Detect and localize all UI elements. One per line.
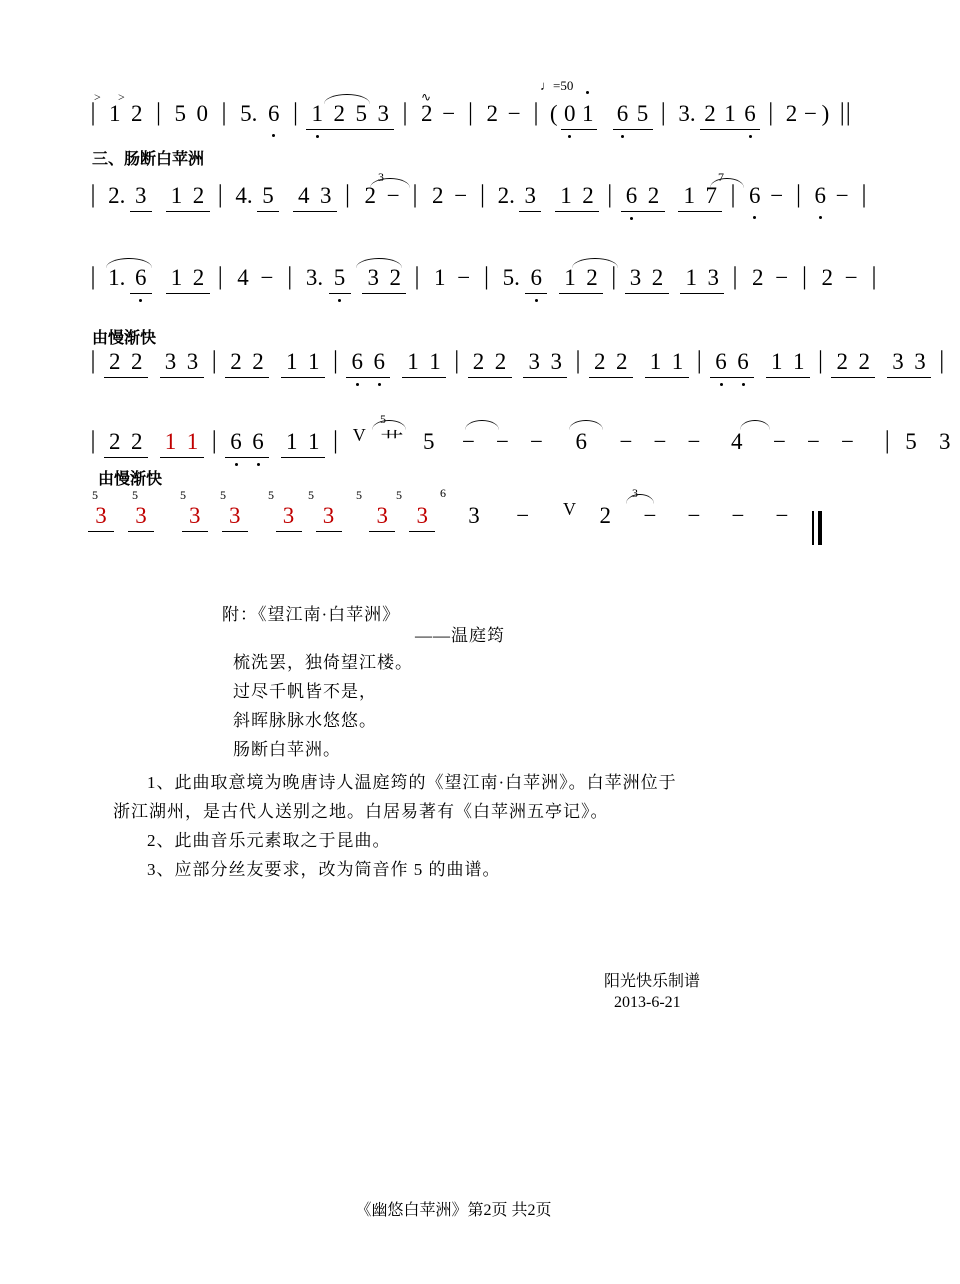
- staff-line-2-notes: | 2. 3 1 2 | 4. 5 4 3 | 2 − | 2 − | 2. 3 1 2 | 6 2 1 7 | 6 − | 6 − |: [88, 182, 820, 212]
- note-line-1: 1、此曲取意境为晚唐诗人温庭筠的《望江南·白苹洲》。白苹洲位于: [147, 773, 677, 792]
- staff-line-4-notes: | 2 2 3 3 | 2 2 1 1 | 6 6 1 1 | 2 2 3 3 | 2 2 1 1 | 6 6 1 1 | 2 2 3 3 |: [88, 348, 820, 378]
- staff-line-3-notes: | 1. 6 1 2 | 4 − | 3. 5 3 2 | 1 − | 5. 6 1 2 | 3 2 1 3 | 2 − | 2 − |: [88, 264, 820, 294]
- staff-line-5-notes: | 2 2 1 1 | 6 6 1 1 | V 艹 5 − − − 6 − − − 4 − − − | 5 3: [88, 428, 820, 458]
- appendix-line-1: 梳洗罢，独倚望江楼。: [233, 653, 413, 672]
- staff-line-5: | 2 2 1 1 | 6 6 1 1 | V 艹 5 − − − 6 − − − 4 − − − | 5 3 5: [88, 418, 820, 474]
- signature-date: 2013-6-21: [614, 994, 681, 1011]
- staff-line-2: | 2. 3 1 2 | 4. 5 4 3 | 2 − | 2 − | 2. 3 1 2 | 6 2 1 7 | 6 − | 6 − | 3 7: [88, 172, 820, 228]
- appendix-title: 附：《望江南·白苹洲》: [222, 605, 401, 624]
- page-footer: 《幽悠白苹洲》第2页 共2页: [355, 1202, 552, 1219]
- tempo-note-1: 由慢渐快: [92, 330, 157, 347]
- staff-line-6: 3 3 3 3 3 3 3 3 3 − V 2 − − − − 5 5 5 5 5 5 5 5 6 3: [88, 492, 820, 548]
- staff-line-1: | 1 2 | 5 0 | 5. 6 | 1 2 5 3 | 2 − | 2 − | ( 0 1 6 5 | 3. 2 1 6 | 2 − ) || > > ∿: [88, 90, 820, 146]
- note-line-2: 浙江湖州，是古代人送别之地。白居易著有《白苹洲五亭记》。: [113, 802, 609, 821]
- appendix-line-3: 斜晖脉脉水悠悠。: [233, 711, 377, 730]
- staff-line-3: [88, 254, 877, 310]
- tempo-marking: ♩=50: [540, 78, 574, 93]
- note-line-3: 2、此曲音乐元素取之于昆曲。: [147, 831, 391, 850]
- signature-name: 阳光快乐制谱: [604, 973, 701, 990]
- section-heading: 三、肠断白苹洲: [92, 151, 205, 168]
- appendix-line-2: 过尽千帆皆不是，: [233, 682, 377, 701]
- appendix-line-4: 肠断白苹洲。: [233, 740, 341, 759]
- staff-line-1-notes: | 1 2 | 5 0 | 5. 6 | 1 2 5 3 | 2 − | 2 − | ( 0 1 6 5 | 3. 2 1 6 | 2 − ) ||: [88, 100, 820, 130]
- tempo-note-2: 由慢渐快: [98, 471, 163, 488]
- staff-line-4: [88, 338, 945, 394]
- appendix-author: ——温庭筠: [415, 626, 505, 645]
- note-line-4: 3、应部分丝友要求，改为筒音作 5 的曲谱。: [147, 860, 501, 879]
- staff-line-6-notes: 3 3 3 3 3 3 3 3 3 − V 2 − − − −: [88, 502, 820, 532]
